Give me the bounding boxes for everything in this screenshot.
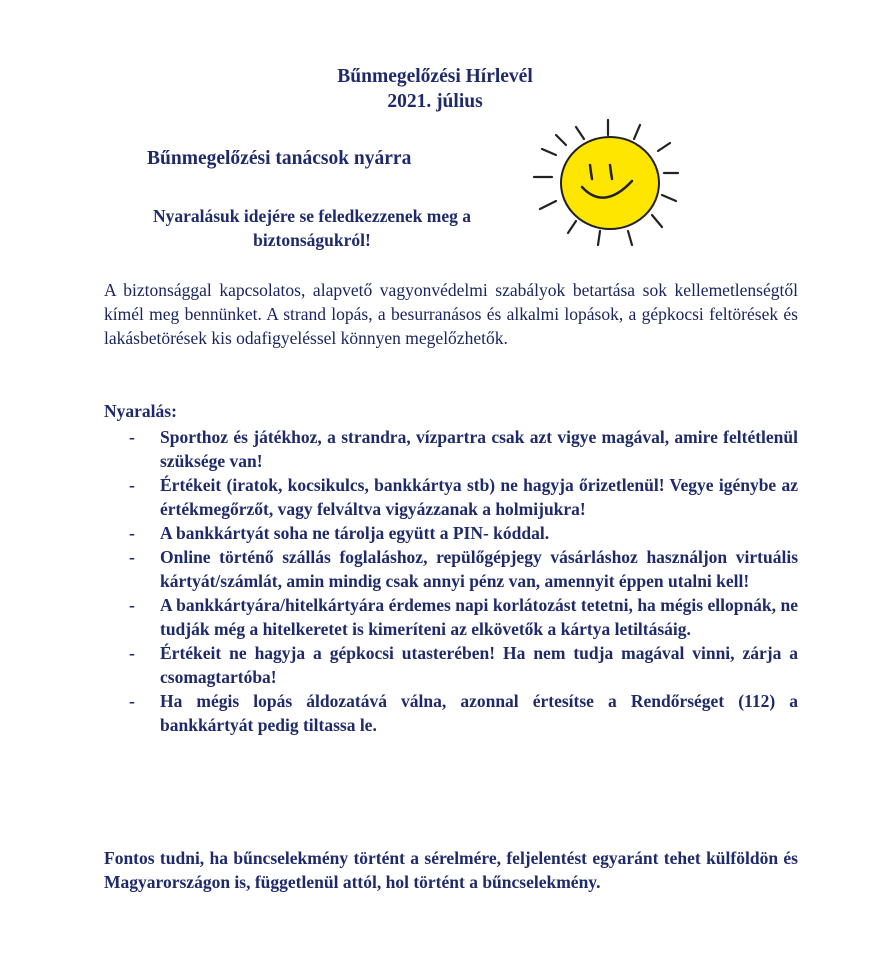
section-subtitle: Bűnmegelőzési tanácsok nyárra	[147, 148, 412, 169]
closing-paragraph: Fontos tudni, ha bűncselekmény történt a sérelmére, feljelentést egyaránt tehet külföldön és Magyarországon is, függetlenül attól, hol történt a bűncselekmény.	[104, 848, 798, 892]
bullet-dash: -	[129, 427, 135, 447]
tip-item	[104, 473, 798, 521]
intro-paragraph: A biztonsággal kapcsolatos, alapvető vagyonvédelmi szabályok betartása sok kellemetlenségtől kímél meg bennünket. A strand lopás, a besurranásos és alkalmi lopások, a gépkocsi feltörések és lakásbetörések kis odafigyeléssel könnyen megelőzhetők.	[104, 280, 798, 348]
bullet-dash: -	[129, 523, 135, 543]
tip-text: Sporthoz és játékhoz, a strandra, vízpartra csak azt vigye magával, amire feltétlenül szüksége van!	[160, 427, 798, 471]
tip-text: A bankkártyát soha ne tárolja együtt a PIN- kóddal.	[160, 523, 550, 543]
tip-text: Értékeit (iratok, kocsikulcs, bankkártya stb) ne hagyja őrizetlenül! Vegye igénybe az értékmegőrzőt, vagy felváltva vigyázzanak a holmijukra!	[160, 475, 798, 519]
bullet-dash: -	[129, 547, 135, 567]
newsletter-date: 2021. július	[387, 91, 483, 112]
tip-item	[104, 689, 798, 737]
tip-item	[104, 545, 798, 593]
tip-text: A bankkártyára/hitelkártyára érdemes napi korlátozást tetetni, ha mégis ellopnák, ne tudják még a hitelkeretet is kimeríteni az elkövetők a kártya letiltásáig.	[160, 595, 798, 639]
tip-text: Értékeit ne hagyja a gépkocsi utasterében! Ha nem tudja magával vinni, zárja a csomagtartóba!	[160, 643, 798, 687]
bullet-dash: -	[129, 691, 135, 711]
tip-item	[104, 641, 798, 689]
smiling-sun-icon	[528, 115, 706, 257]
tip-text: Online történő szállás foglaláshoz, repülőgépjegy vásárláshoz használjon virtuális kártyát/számlát, amin mindig csak annyi pénz van, amennyit éppen utalni kell!	[160, 547, 798, 591]
bullet-dash: -	[129, 643, 135, 663]
tip-item	[104, 425, 798, 473]
tips-list	[104, 425, 798, 737]
bullet-dash: -	[129, 475, 135, 495]
sun-face	[561, 137, 659, 229]
bullet-dash: -	[129, 595, 135, 615]
newsletter-header	[300, 64, 570, 114]
section-heading-vacation: Nyaralás:	[104, 401, 177, 421]
tip-item	[104, 593, 798, 641]
newsletter-title: Bűnmegelőzési Hírlevél	[337, 66, 533, 87]
tagline: Nyaralásuk idejére se feledkezzenek meg a biztonságukról!	[152, 206, 471, 250]
tip-text: Ha mégis lopás áldozatává válna, azonnal értesítse a Rendőrséget (112) a bankkártyát pedig tiltassa le.	[160, 691, 798, 735]
tip-item	[104, 521, 798, 545]
